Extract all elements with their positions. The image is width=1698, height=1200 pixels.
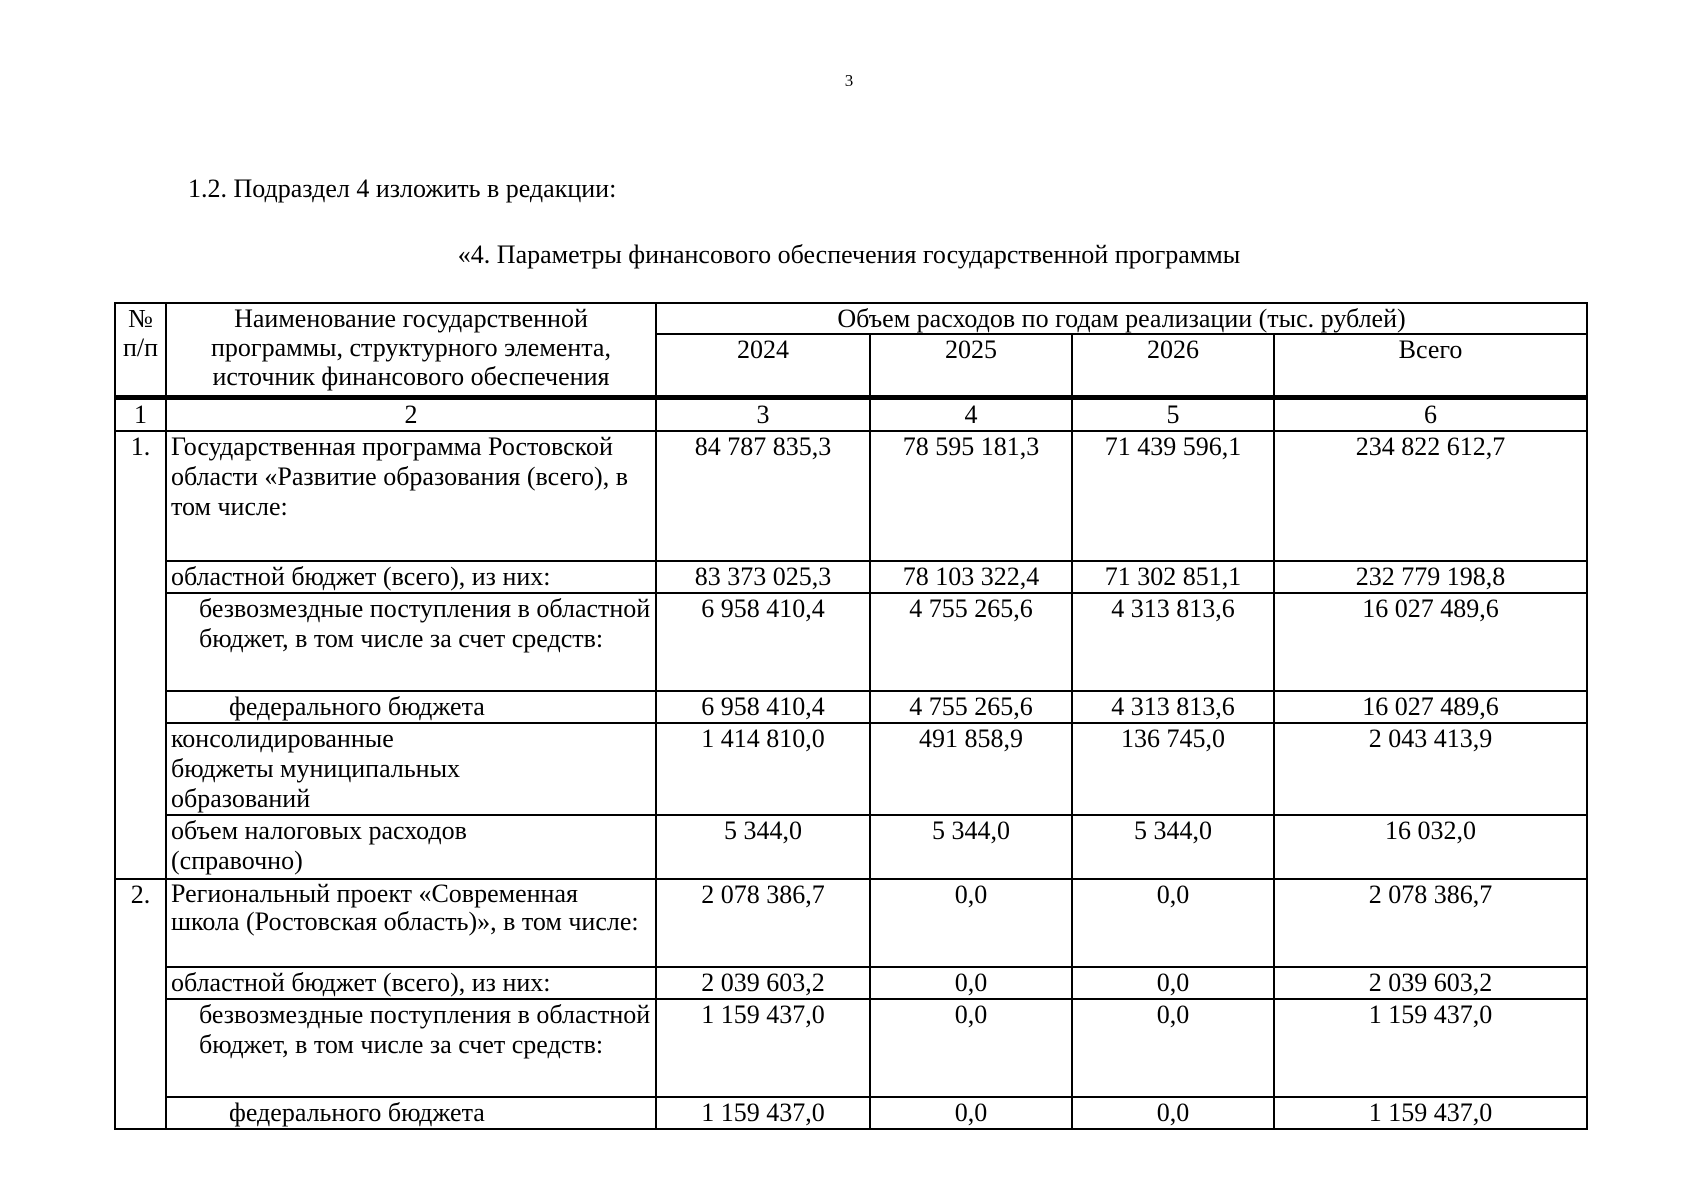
- value-2024: 6 958 410,4: [656, 593, 870, 691]
- value-total: 16 027 489,6: [1274, 691, 1587, 723]
- header-total: Всего: [1274, 334, 1587, 397]
- value-2024: 1 159 437,0: [656, 999, 870, 1097]
- section-title: «4. Параметры финансового обеспечения государственной программы: [457, 240, 1241, 269]
- value-2026: 136 745,0: [1072, 723, 1274, 815]
- value-2026: 0,0: [1072, 1097, 1274, 1129]
- value-total: 16 032,0: [1274, 815, 1587, 879]
- value-total: 1 159 437,0: [1274, 999, 1587, 1097]
- row-number: 1.: [115, 431, 166, 879]
- column-number: 2: [166, 397, 656, 431]
- value-2026: 71 439 596,1: [1072, 431, 1274, 561]
- table-row: [115, 723, 1587, 815]
- value-2026: 4 313 813,6: [1072, 593, 1274, 691]
- value-2024: 2 039 603,2: [656, 967, 870, 999]
- column-number: 5: [1072, 397, 1274, 431]
- header-name: Наименование государственной программы, структурного элемента, источник финансового обеспечения: [166, 303, 656, 397]
- value-2025: 4 755 265,6: [870, 593, 1072, 691]
- value-2025: 5 344,0: [870, 815, 1072, 879]
- value-2025: 78 103 322,4: [870, 561, 1072, 593]
- table-row: [115, 1097, 1587, 1129]
- value-2025: 78 595 181,3: [870, 431, 1072, 561]
- value-2025: 0,0: [870, 879, 1072, 967]
- value-2026: 71 302 851,1: [1072, 561, 1274, 593]
- value-2024: 6 958 410,4: [656, 691, 870, 723]
- value-2026: 0,0: [1072, 967, 1274, 999]
- column-number: 3: [656, 397, 870, 431]
- financing-table: [114, 302, 1588, 1130]
- row-name: безвозмездные поступления в областной бюджет, в том числе за счет средств:: [166, 593, 656, 691]
- value-2026: 0,0: [1072, 879, 1274, 967]
- value-total: 232 779 198,8: [1274, 561, 1587, 593]
- header-volume: Объем расходов по годам реализации (тыс. рублей): [656, 303, 1587, 334]
- table-row: [115, 879, 1587, 967]
- header-num: № п/п: [115, 303, 166, 397]
- value-total: 2 039 603,2: [1274, 967, 1587, 999]
- row-name: объем налоговых расходов (справочно): [166, 815, 656, 879]
- header-2025: 2025: [870, 334, 1072, 397]
- row-name: Региональный проект «Современная школа (Ростовская область)», в том числе:: [166, 879, 656, 967]
- value-total: 234 822 612,7: [1274, 431, 1587, 561]
- row-number: 2.: [115, 879, 166, 1129]
- value-2024: 83 373 025,3: [656, 561, 870, 593]
- value-2025: 491 858,9: [870, 723, 1072, 815]
- value-2024: 1 414 810,0: [656, 723, 870, 815]
- row-name: консолидированные бюджеты муниципальных образований: [166, 723, 656, 815]
- row-name: федерального бюджета: [166, 1097, 656, 1129]
- value-2024: 1 159 437,0: [656, 1097, 870, 1129]
- table-row: [115, 431, 1587, 561]
- column-numbers-row: [115, 397, 1587, 431]
- table-row: [115, 593, 1587, 691]
- header-row: [115, 303, 1587, 334]
- value-2024: 2 078 386,7: [656, 879, 870, 967]
- row-name: федерального бюджета: [166, 691, 656, 723]
- value-2025: 0,0: [870, 1097, 1072, 1129]
- value-2025: 4 755 265,6: [870, 691, 1072, 723]
- header-2024: 2024: [656, 334, 870, 397]
- table-row: [115, 691, 1587, 723]
- value-total: 16 027 489,6: [1274, 593, 1587, 691]
- value-2026: 4 313 813,6: [1072, 691, 1274, 723]
- row-name: Государственная программа Ростовской области «Развитие образования (всего), в том числе:: [166, 431, 656, 561]
- row-name: безвозмездные поступления в областной бюджет, в том числе за счет средств:: [166, 999, 656, 1097]
- column-number: 4: [870, 397, 1072, 431]
- value-2025: 0,0: [870, 967, 1072, 999]
- page-number: 3: [844, 71, 854, 90]
- value-2026: 5 344,0: [1072, 815, 1274, 879]
- table-row: [115, 561, 1587, 593]
- table-row: [115, 967, 1587, 999]
- column-number: 6: [1274, 397, 1587, 431]
- value-2024: 5 344,0: [656, 815, 870, 879]
- value-total: 1 159 437,0: [1274, 1097, 1587, 1129]
- header-2026: 2026: [1072, 334, 1274, 397]
- intro-paragraph: 1.2. Подраздел 4 изложить в редакции:: [188, 174, 617, 203]
- table-row: [115, 999, 1587, 1097]
- value-total: 2 078 386,7: [1274, 879, 1587, 967]
- value-total: 2 043 413,9: [1274, 723, 1587, 815]
- value-2024: 84 787 835,3: [656, 431, 870, 561]
- column-number: 1: [115, 397, 166, 431]
- row-name: областной бюджет (всего), из них:: [166, 967, 656, 999]
- value-2026: 0,0: [1072, 999, 1274, 1097]
- value-2025: 0,0: [870, 999, 1072, 1097]
- table-row: [115, 815, 1587, 879]
- row-name: областной бюджет (всего), из них:: [166, 561, 656, 593]
